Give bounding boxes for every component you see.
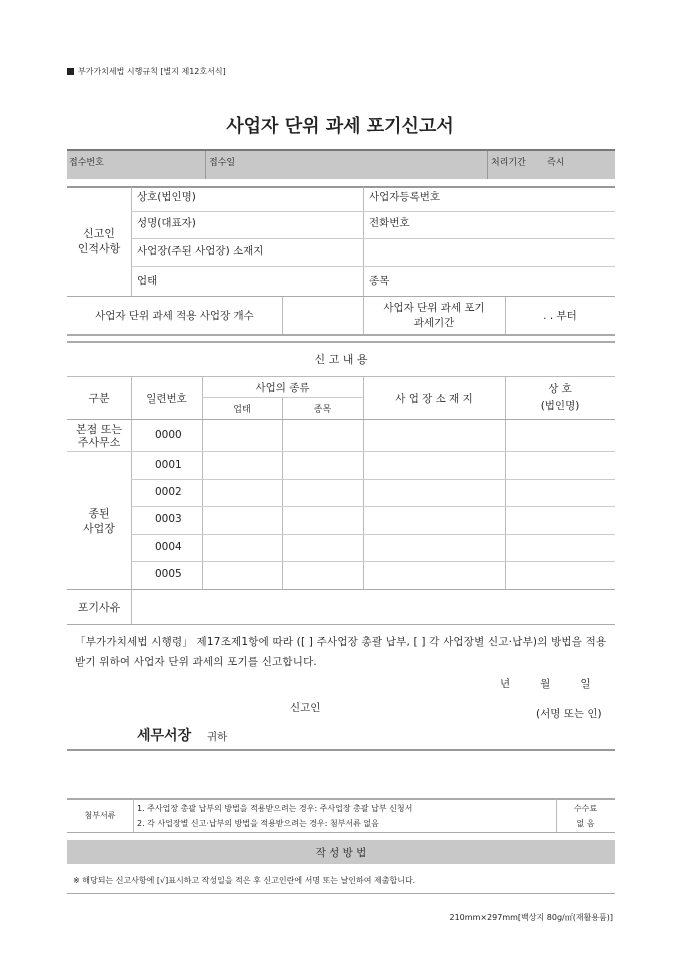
col-serial-header: 일련번호: [146, 392, 187, 405]
applicant-section-label: 신고인 인적사항: [77, 227, 121, 255]
processing-period-label: 처리기간: [491, 158, 526, 168]
date-line: 년 월 일: [500, 678, 591, 690]
registration-number-label: 사업자등록번호: [369, 191, 441, 203]
attachment-item-1: 1. 주사업장 총괄 납부의 방법을 적용받으려는 경우: 주사업장 총괄 납부 신청서: [137, 804, 413, 813]
col-biz-type-header: 업태: [233, 405, 251, 415]
form-reference: [67, 66, 226, 77]
fee-value: 없 음: [576, 819, 595, 828]
receipt-number-label: 접수번호: [69, 158, 104, 168]
reason-label: 포기사유: [77, 601, 121, 614]
receipt-date-label: 접수일: [209, 158, 236, 168]
col-location-header: 사 업 장 소 재 지: [395, 392, 473, 405]
col-kind-header: 사업의 종류: [255, 381, 310, 394]
form-ref-text: 부가가치세법 시행규칙 [별지 제12호서식]: [78, 67, 226, 76]
serial-0004: 0004: [155, 541, 182, 553]
fee-label: 수수료: [573, 804, 598, 813]
signer-label: 신고인: [290, 702, 321, 714]
page-title: 사업자 단위 과세 포기신고서: [226, 116, 454, 137]
serial-0001: 0001: [155, 459, 182, 471]
receipt-bar: [67, 150, 615, 179]
representative-name-label: 성명(대표자): [137, 217, 196, 229]
serial-0003: 0003: [155, 513, 182, 525]
report-content-heading: 신 고 내 용: [314, 353, 368, 366]
business-type-label: 업태: [137, 275, 158, 287]
waiver-period-label: 사업자 단위 과세 포기 과세기간: [383, 301, 485, 329]
branch-label: 종된 사업장: [83, 506, 115, 535]
waiver-period-value: . . 부터: [543, 310, 577, 322]
serial-0002: 0002: [155, 486, 182, 498]
signature-note: (서명 또는 인): [536, 708, 602, 720]
square-bullet-icon: [67, 68, 74, 75]
serial-0000: 0000: [155, 429, 182, 441]
serial-0005: 0005: [155, 568, 182, 580]
business-address-label: 사업장(주된 사업장) 소재지: [137, 245, 264, 257]
applied-business-count-label: 사업자 단위 과세 적용 사업장 개수: [95, 310, 254, 322]
attachments-label: 첨부서류: [84, 811, 116, 820]
col-item-header: 종목: [313, 405, 332, 415]
phone-label: 전화번호: [369, 217, 410, 229]
col-trade-name-header: 상 호 (법인명): [540, 383, 580, 412]
recipient-suffix: 귀하: [207, 731, 228, 743]
recipient-title: 세무서장: [137, 728, 192, 744]
head-office-label: 본점 또는 주사무소: [75, 422, 122, 449]
paper-spec-footer: 210mm×297mm[백상지 80g/㎡(재활용품)]: [449, 913, 613, 922]
processing-period-value: 즉시: [547, 158, 565, 168]
instructions-heading: 작 성 방 법: [315, 847, 367, 859]
col-type-header: 구분: [88, 392, 110, 405]
business-item-label: 종목: [369, 275, 390, 287]
declaration-statement: 「부가가치세법 시행령」 제17조제1항에 따라 ([ ] 주사업장 총괄 납부, [ ] 각 사업장별 신고·납부)의 방법을 적용받기 위하여 사업자 단위 과세의 포기를 신고합니다.: [75, 636, 607, 668]
attachment-item-2: 2. 각 사업장별 신고·납부의 방법을 적용받으려는 경우: 첨부서류 없음: [137, 819, 379, 828]
instructions-note: ※ 해당되는 신고사항에 [√]표시하고 작성일을 적은 후 신고인란에 서명 또는 날인하여 제출합니다.: [73, 876, 416, 885]
trade-name-label: 상호(법인명): [137, 191, 196, 203]
